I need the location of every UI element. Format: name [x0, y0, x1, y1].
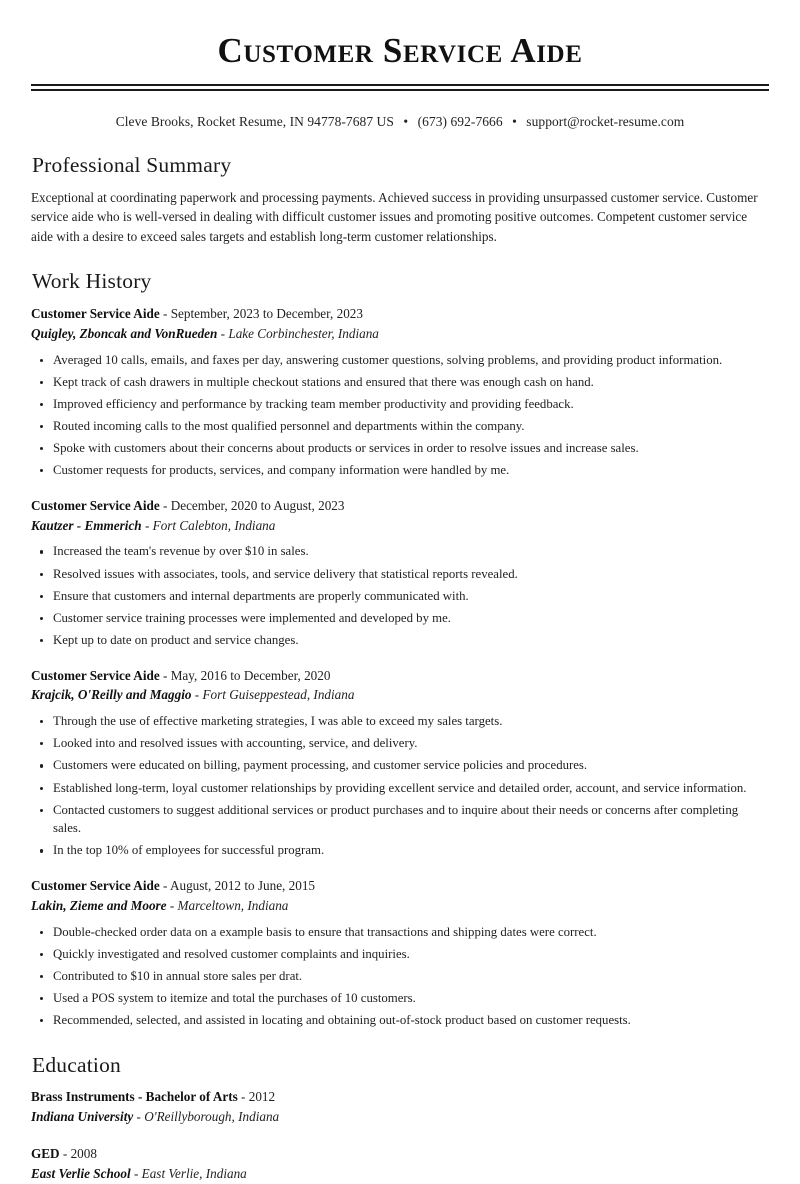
- job-entry: [31, 876, 769, 1030]
- job-bullet: Contributed to $10 in annual store sales per drat.: [31, 967, 769, 986]
- job-separator: -: [159, 877, 170, 893]
- education-school-line: [31, 1164, 769, 1184]
- job-bullet-list: [31, 351, 769, 480]
- job-separator: -: [217, 325, 229, 341]
- job-company: Krajcik, O'Reilly and Maggio: [31, 687, 192, 703]
- job-bullet-list: [31, 712, 769, 860]
- job-separator: -: [191, 687, 203, 703]
- job-company-line: [31, 896, 769, 916]
- education-year: 2012: [248, 1089, 276, 1105]
- job-bullet: Resolved issues with associates, tools, and service delivery that statistical reports revealed.: [31, 565, 769, 584]
- education-year: 2008: [70, 1146, 97, 1162]
- job-title: Customer Service Aide: [31, 497, 160, 513]
- section-heading-education: Education: [32, 1052, 121, 1077]
- education-degree: Brass Instruments - Bachelor of Arts: [31, 1089, 238, 1105]
- job-title: Customer Service Aide: [31, 667, 160, 683]
- section-professional-summary: [31, 152, 769, 246]
- job-bullet: Ensure that customers and internal departments are properly communicated with.: [31, 587, 769, 606]
- job-header-line: [31, 666, 769, 686]
- job-bullet: Quickly investigated and resolved customer complaints and inquiries.: [31, 945, 769, 964]
- education-list: [31, 1087, 769, 1183]
- contact-separator-1: •: [403, 114, 409, 129]
- section-heading-work-history: Work History: [32, 269, 152, 294]
- job-header-line: [31, 304, 769, 324]
- education-separator: -: [130, 1165, 142, 1181]
- job-entry: [31, 304, 769, 480]
- job-bullet-list: [31, 923, 769, 1030]
- job-dates: September, 2023 to December, 2023: [170, 305, 363, 321]
- job-bullet: Looked into and resolved issues with accounting, service, and delivery.: [31, 734, 769, 753]
- job-company-line: [31, 685, 769, 705]
- education-degree: GED: [31, 1146, 60, 1162]
- job-location: Fort Guiseppestead, Indiana: [202, 687, 355, 703]
- education-entry: [31, 1087, 769, 1127]
- contact-line: [31, 114, 769, 130]
- job-header-line: [31, 496, 769, 516]
- job-bullet-list: [31, 542, 769, 649]
- summary-text: Exceptional at coordinating paperwork and processing payments. Achieved success in providing unsurpassed customer service. Customer service aide who is well-versed in dealing with difficult customer issues and promoting positive outcomes. Competent customer service aide with a desire to exceed sales targets and establish long-term customer relationships.: [31, 189, 758, 244]
- work-history-list: [31, 304, 769, 1030]
- education-school: Indiana University: [31, 1109, 134, 1125]
- job-header-line: [31, 876, 769, 896]
- job-dates: August, 2012 to June, 2015: [169, 877, 316, 893]
- job-entry: [31, 496, 769, 650]
- job-bullet: Averaged 10 calls, emails, and faxes per day, answering customer questions, solving problems, and providing product information.: [31, 351, 769, 370]
- job-bullet: Kept up to date on product and service changes.: [31, 631, 769, 650]
- job-company: Quigley, Zboncak and VonRueden: [31, 325, 218, 341]
- education-separator: -: [237, 1089, 249, 1105]
- job-dates: December, 2020 to August, 2023: [170, 497, 345, 513]
- job-company: Kautzer - Emmerich: [31, 517, 142, 533]
- job-bullet: Contacted customers to suggest additional services or product purchases and to inquire about their needs or concerns after completing sales.: [31, 801, 769, 838]
- section-heading-summary: Professional Summary: [32, 153, 232, 177]
- job-location: Lake Corbinchester, Indiana: [228, 325, 379, 341]
- job-company: Lakin, Zieme and Moore: [31, 897, 167, 913]
- contact-email: support@rocket-resume.com: [526, 114, 685, 129]
- job-bullet: Recommended, selected, and assisted in locating and obtaining out-of-stock product based on customer requests.: [31, 1011, 769, 1030]
- job-separator: -: [159, 497, 171, 513]
- contact-phone: (673) 692-7666: [417, 114, 503, 129]
- job-company-line: [31, 516, 769, 536]
- job-entry: [31, 666, 769, 860]
- job-bullet: Kept track of cash drawers in multiple checkout stations and ensured that there was enough cash on hand.: [31, 373, 769, 392]
- job-bullet: Double-checked order data on a example basis to ensure that transactions and shipping dates were correct.: [31, 923, 769, 942]
- education-school-line: [31, 1107, 769, 1127]
- job-separator: -: [159, 305, 171, 321]
- job-separator: -: [141, 517, 153, 533]
- job-bullet: Spoke with customers about their concerns about products or services in order to resolve issues and increase sales.: [31, 439, 769, 458]
- job-dates: May, 2016 to December, 2020: [170, 667, 331, 683]
- job-separator: -: [166, 897, 178, 913]
- job-location: Marceltown, Indiana: [177, 897, 289, 913]
- contact-address: Cleve Brooks, Rocket Resume, IN 94778-7687 US: [115, 114, 394, 129]
- education-separator: -: [133, 1109, 145, 1125]
- education-location: East Verlie, Indiana: [141, 1165, 247, 1181]
- job-bullet: Increased the team's revenue by over $10 in sales.: [31, 542, 769, 561]
- section-work-history: [31, 268, 769, 1030]
- job-separator: -: [159, 667, 171, 683]
- contact-separator-2: •: [512, 114, 517, 129]
- education-degree-line: [31, 1087, 769, 1107]
- job-bullet: Routed incoming calls to the most qualified personnel and departments within the company.: [31, 417, 769, 436]
- job-bullet: Through the use of effective marketing strategies, I was able to exceed my sales targets.: [31, 712, 769, 731]
- education-school: East Verlie School: [31, 1165, 131, 1181]
- job-title: Customer Service Aide: [31, 305, 160, 321]
- job-bullet: Customers were educated on billing, payment processing, and customer service policies and procedures.: [31, 756, 769, 775]
- job-location: Fort Calebton, Indiana: [152, 517, 276, 533]
- job-bullet: Established long-term, loyal customer relationships by providing excellent service and detailed order, account, and service information.: [31, 779, 769, 798]
- header-divider: [31, 84, 769, 91]
- education-location: O'Reillyborough, Indiana: [144, 1109, 280, 1125]
- job-bullet: Customer service training processes were implemented and developed by me.: [31, 609, 769, 628]
- job-bullet: In the top 10% of employees for successful program.: [31, 841, 769, 860]
- education-separator: -: [59, 1146, 71, 1162]
- education-entry: [31, 1144, 769, 1184]
- job-company-line: [31, 324, 769, 344]
- section-education: [31, 1052, 769, 1184]
- job-bullet: Customer requests for products, services, and company information were handled by me.: [31, 461, 769, 480]
- education-degree-line: [31, 1144, 769, 1164]
- job-bullet: Improved efficiency and performance by tracking team member productivity and providing feedback.: [31, 395, 769, 414]
- job-bullet: Used a POS system to itemize and total the purchases of 10 customers.: [31, 989, 769, 1008]
- page-title: Customer Service Aide: [217, 31, 583, 70]
- job-title: Customer Service Aide: [31, 877, 160, 893]
